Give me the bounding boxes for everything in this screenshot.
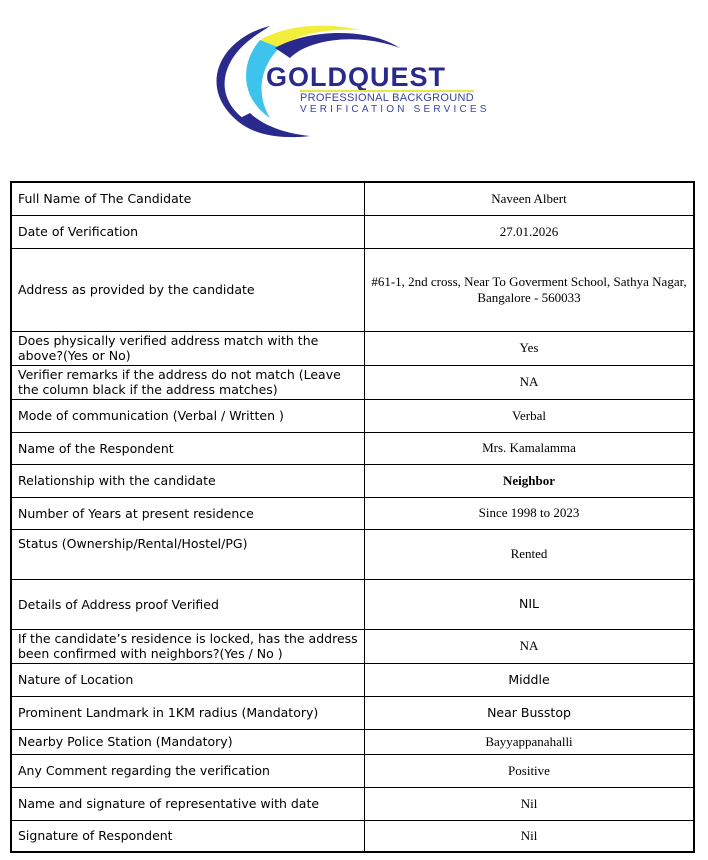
row-value: Nil — [365, 787, 695, 820]
logo-tagline-2: VERIFICATION SERVICES — [300, 104, 490, 115]
table-row — [11, 331, 694, 365]
row-value: NA — [365, 365, 695, 399]
logo-tagline-1: PROFESSIONAL BACKGROUND — [300, 92, 474, 104]
row-value: Bayyappanahalli — [365, 729, 695, 754]
row-label: Does physically verified address match with the above?(Yes or No) — [11, 331, 365, 365]
table-row — [11, 820, 694, 852]
table-row — [11, 432, 694, 464]
row-label: Details of Address proof Verified — [11, 579, 365, 629]
row-value: Middle — [365, 663, 695, 696]
row-label: Date of Verification — [11, 215, 365, 248]
row-value: NIL — [365, 579, 695, 629]
row-value: Rented — [365, 529, 695, 579]
row-label: Relationship with the candidate — [11, 464, 365, 497]
row-label: Signature of Respondent — [11, 820, 365, 852]
row-value: Mrs. Kamalamma — [365, 432, 695, 464]
row-label: Name and signature of representative with date — [11, 787, 365, 820]
row-value: Nil — [365, 820, 695, 852]
table-row — [11, 663, 694, 696]
row-value: Yes — [365, 331, 695, 365]
verification-table — [10, 181, 695, 853]
table-row — [11, 464, 694, 497]
row-value: Positive — [365, 754, 695, 787]
row-label: Mode of communication (Verbal / Written ) — [11, 399, 365, 432]
row-label: Nearby Police Station (Mandatory) — [11, 729, 365, 754]
row-label: Any Comment regarding the verification — [11, 754, 365, 787]
row-value: Verbal — [365, 399, 695, 432]
row-label: If the candidate’s residence is locked, has the address been confirmed with neighbors?(Yes / No ) — [11, 629, 365, 663]
row-value: Since 1998 to 2023 — [365, 497, 695, 529]
goldquest-logo — [200, 18, 505, 143]
table-row — [11, 365, 694, 399]
row-value: 27.01.2026 — [365, 215, 695, 248]
row-label: Verifier remarks if the address do not match (Leave the column black if the address matches) — [11, 365, 365, 399]
row-value: Naveen Albert — [365, 182, 695, 215]
table-row — [11, 787, 694, 820]
table-row — [11, 696, 694, 729]
row-value: #61-1, 2nd cross, Near To Goverment School, Sathya Nagar, Bangalore - 560033 — [365, 248, 695, 331]
row-label: Status (Ownership/Rental/Hostel/PG) — [11, 529, 365, 579]
row-label: Nature of Location — [11, 663, 365, 696]
row-label: Name of the Respondent — [11, 432, 365, 464]
row-label: Number of Years at present residence — [11, 497, 365, 529]
row-label: Prominent Landmark in 1KM radius (Mandatory) — [11, 696, 365, 729]
table-row — [11, 754, 694, 787]
table-row — [11, 182, 694, 215]
table-row — [11, 497, 694, 529]
table-row — [11, 529, 694, 579]
row-label: Address as provided by the candidate — [11, 248, 365, 331]
row-label: Full Name of The Candidate — [11, 182, 365, 215]
table-row — [11, 248, 694, 331]
table-row — [11, 399, 694, 432]
table-row — [11, 215, 694, 248]
table-row — [11, 579, 694, 629]
table-row — [11, 729, 694, 754]
logo-brand: GOLDQUEST — [266, 62, 447, 92]
row-value: Neighbor — [365, 464, 695, 497]
table-row — [11, 629, 694, 663]
row-value: Near Busstop — [365, 696, 695, 729]
row-value: NA — [365, 629, 695, 663]
